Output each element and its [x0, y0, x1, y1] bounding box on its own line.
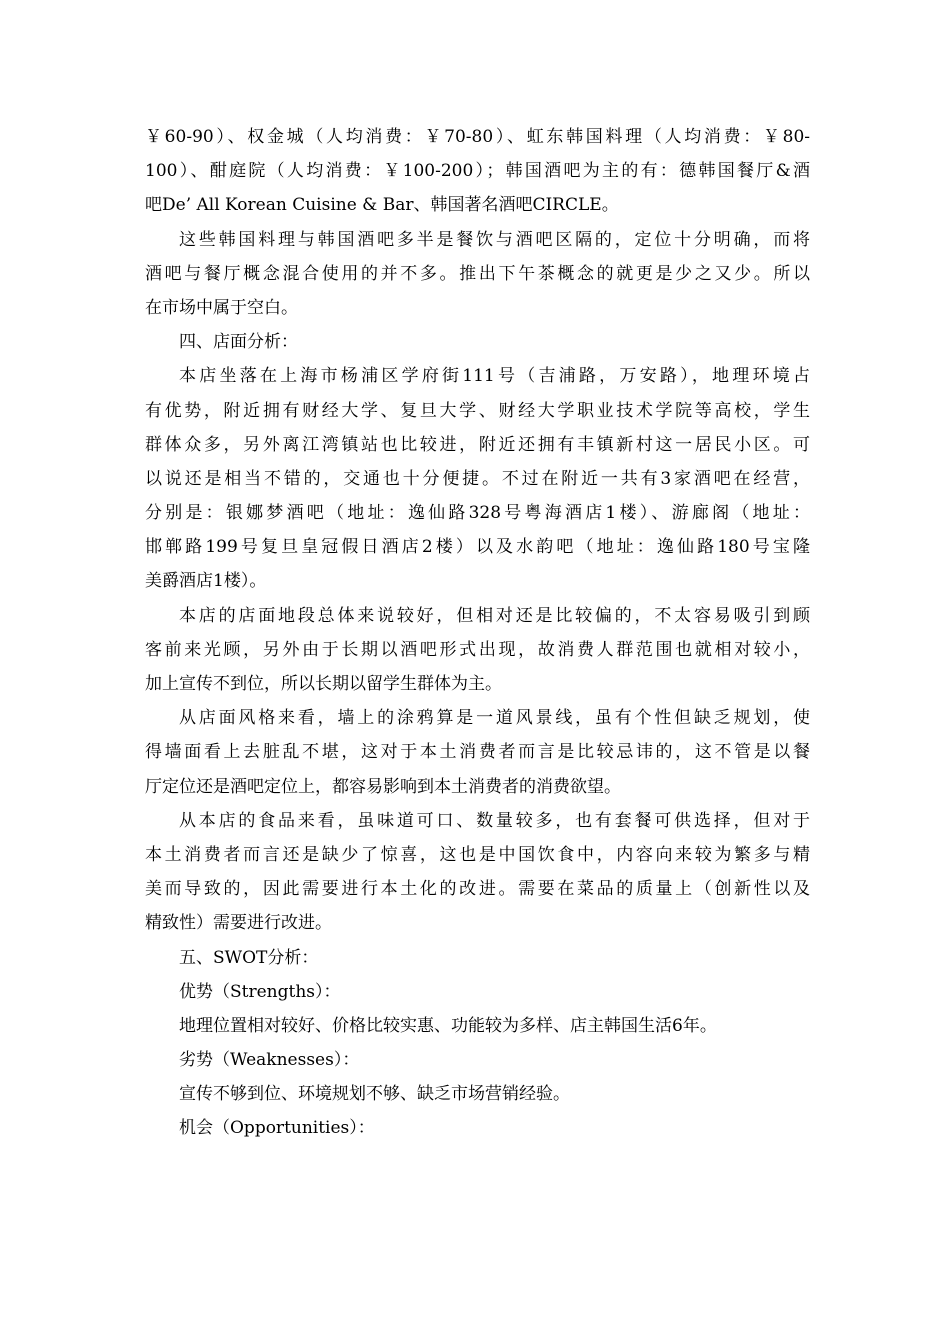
section-heading: 四、店面分析：: [179, 332, 298, 353]
text-line: 地理位置相对较好、价格比较实惠、功能较为多样、店主韩国生活6年。: [179, 1015, 717, 1036]
text-line: 得墙面看上去脏乱不堪，这对于本土消费者而言是比较忌讳的，这不管是以餐: [145, 742, 810, 763]
text-line: 本土消费者而言还是缺少了惊喜，这也是中国饮食中，内容向来较为繁多与精: [145, 844, 810, 865]
text-line: 吧De’ All Korean Cuisine & Bar、韩国著名酒吧CIRCLE。: [145, 195, 619, 216]
text-line: 酒吧与餐厅概念混合使用的并不多。推出下午茶概念的就更是少之又少。所以: [145, 263, 810, 284]
text-line: 分别是：银娜梦酒吧（地址：逸仙路328号粤海酒店1楼）、游廊阁（地址：: [145, 503, 810, 524]
subheading: 优势（Strengths）：: [179, 981, 341, 1002]
text-line: ￥60-90）、权金城（人均消费：￥70-80）、虹东韩国料理（人均消费：￥80-: [145, 127, 810, 147]
text-line: 美爵酒店1楼）。: [145, 571, 267, 592]
text-line: 厅定位还是酒吧定位上，都容易影响到本土消费者的消费欲望。: [145, 776, 621, 797]
text-line: 宣传不够到位、环境规划不够、缺乏市场营销经验。: [179, 1084, 570, 1105]
text-line: 加上宣传不到位，所以长期以留学生群体为主。: [145, 674, 502, 694]
text-line: 本店坐落在上海市杨浦区学府街111号（吉浦路，万安路），地理环境占: [179, 366, 810, 387]
text-line: 有优势，附近拥有财经大学、复旦大学、财经大学职业技术学院等高校，学生: [145, 400, 810, 421]
subheading: 机会（Opportunities）：: [179, 1118, 375, 1139]
text-line: 在市场中属于空白。: [145, 297, 298, 318]
section-heading: 五、SWOT分析：: [179, 947, 319, 968]
text-line: 精致性）需要进行改进。: [145, 913, 332, 934]
text-line: 本店的店面地段总体来说较好，但相对还是比较偏的，不太容易吸引到顾: [179, 605, 810, 626]
text-line: 从店面风格来看，墙上的涂鸦算是一道风景线，虽有个性但缺乏规划，使: [179, 708, 810, 729]
text-line: 客前来光顾，另外由于长期以酒吧形式出现，故消费人群范围也就相对较小，: [145, 639, 810, 660]
document-body: [145, 120, 810, 1146]
text-line: 这些韩国料理与韩国酒吧多半是餐饮与酒吧区隔的，定位十分明确，而将: [179, 229, 810, 250]
text-line: 邯郸路199号复旦皇冠假日酒店2楼）以及水韵吧（地址：逸仙路180号宝隆: [145, 537, 810, 558]
text-line: 美而导致的，因此需要进行本土化的改进。需要在菜品的质量上（创新性以及: [145, 879, 810, 900]
text-line: 群体众多，另外离江湾镇站也比较进，附近还拥有丰镇新村这一居民小区。可: [145, 434, 810, 455]
text-line: 从本店的食品来看，虽味道可口、数量较多，也有套餐可供选择，但对于: [179, 810, 810, 831]
subheading: 劣势（Weaknesses）：: [179, 1050, 360, 1071]
text-line: 以说还是相当不错的，交通也十分便捷。不过在附近一共有3家酒吧在经营，: [145, 468, 810, 489]
text-line: 100）、酣庭院（人均消费：￥100-200）；韩国酒吧为主的有：德韩国餐厅&酒: [145, 161, 810, 182]
